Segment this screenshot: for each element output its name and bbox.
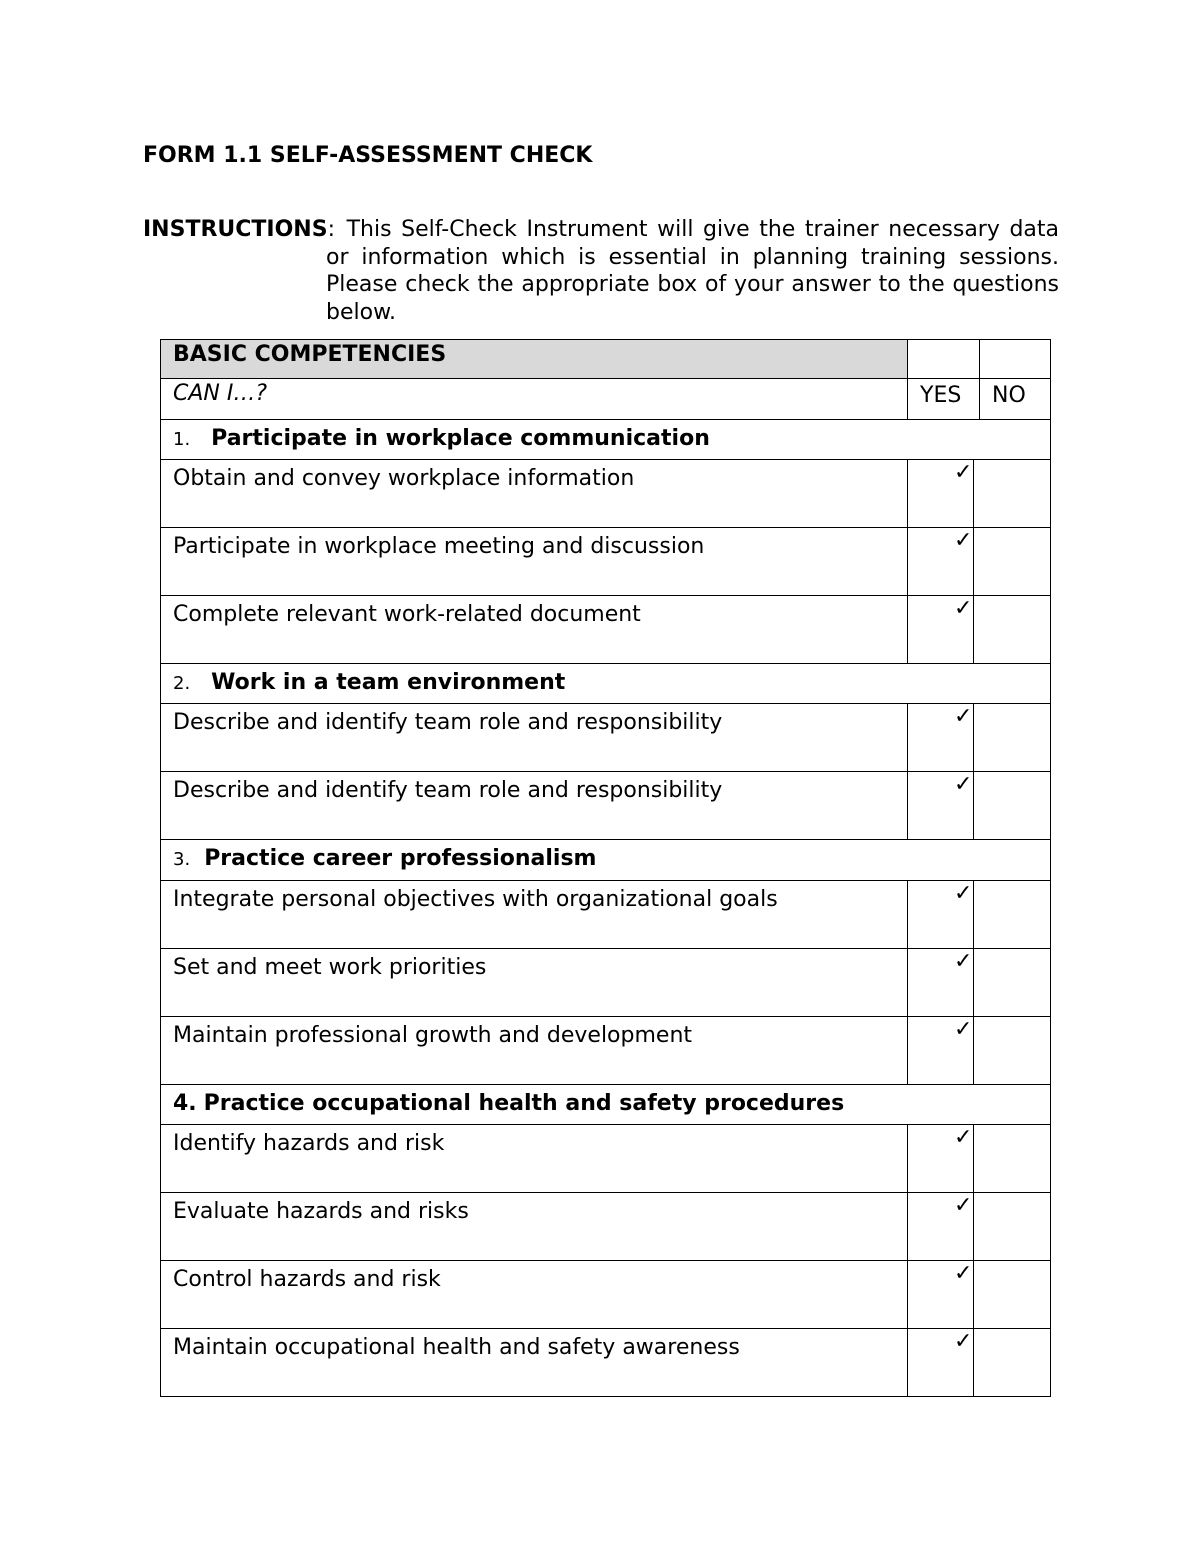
check-mark-icon: ✓: [954, 704, 973, 729]
competency-row: [160, 1125, 1051, 1193]
yes-checkbox-cell[interactable]: [908, 949, 974, 1017]
yes-checkbox-cell[interactable]: [908, 1125, 974, 1193]
section-number: 1.: [173, 429, 191, 450]
competency-cell: [160, 772, 908, 840]
section-title: Work in a team environment: [211, 670, 566, 695]
competency-row: [160, 528, 1051, 596]
section-heading: [173, 426, 710, 453]
competency-row: [160, 949, 1051, 1017]
check-mark-icon: ✓: [954, 1125, 973, 1150]
yes-checkbox-cell[interactable]: [908, 596, 974, 664]
competency-question: Identify hazards and risk: [173, 1131, 445, 1156]
no-checkbox-cell[interactable]: [974, 1125, 1051, 1193]
competency-row: [160, 704, 1051, 772]
section-row: [160, 840, 1051, 881]
check-mark-icon: ✓: [954, 1017, 973, 1042]
can-i-cell: [160, 379, 908, 420]
competency-question: Participate in workplace meeting and discussion: [173, 534, 705, 559]
competency-cell: [160, 1329, 908, 1397]
competency-question: Integrate personal objectives with organizational goals: [173, 887, 778, 912]
yes-checkbox-cell[interactable]: [908, 1017, 974, 1085]
competency-question: Evaluate hazards and risks: [173, 1199, 469, 1224]
competency-question: Describe and identify team role and responsibility: [173, 778, 723, 803]
no-checkbox-cell[interactable]: [974, 772, 1051, 840]
competency-cell: [160, 881, 908, 949]
check-mark-icon: ✓: [954, 881, 973, 906]
header-no-blank: [980, 339, 1051, 379]
yes-checkbox-cell[interactable]: [908, 528, 974, 596]
check-mark-icon: ✓: [954, 949, 973, 974]
competency-cell: [160, 596, 908, 664]
section-title: Participate in workplace communication: [211, 426, 710, 451]
competency-row: [160, 772, 1051, 840]
competency-cell: [160, 1261, 908, 1329]
no-checkbox-cell[interactable]: [974, 1193, 1051, 1261]
no-checkbox-cell[interactable]: [974, 1329, 1051, 1397]
competency-cell: [160, 1125, 908, 1193]
check-mark-icon: ✓: [954, 1329, 973, 1354]
no-column-label: NO: [992, 383, 1026, 408]
check-mark-icon: ✓: [954, 596, 973, 621]
yes-checkbox-cell[interactable]: [908, 1261, 974, 1329]
competency-row: [160, 1261, 1051, 1329]
section-title: Practice career professionalism: [204, 846, 597, 871]
competency-cell: [160, 528, 908, 596]
section-gap: [190, 846, 204, 871]
no-checkbox-cell[interactable]: [974, 881, 1051, 949]
section-cell: [160, 420, 1051, 460]
no-checkbox-cell[interactable]: [974, 1017, 1051, 1085]
section-cell: [160, 1085, 1051, 1125]
yes-column-label: YES: [920, 383, 962, 408]
no-checkbox-cell[interactable]: [974, 704, 1051, 772]
section-gap: [197, 1091, 204, 1116]
competency-question: Describe and identify team role and responsibility: [173, 710, 723, 735]
yes-checkbox-cell[interactable]: [908, 1193, 974, 1261]
competency-question: Set and meet work priorities: [173, 955, 487, 980]
section-number: 3.: [173, 849, 191, 870]
instructions-colon: :: [327, 217, 335, 242]
yes-checkbox-cell[interactable]: [908, 1329, 974, 1397]
header-cell: [160, 339, 908, 379]
check-mark-icon: ✓: [954, 1261, 973, 1286]
competency-row: [160, 1193, 1051, 1261]
competency-question: Maintain occupational health and safety awareness: [173, 1335, 740, 1360]
competency-row: [160, 1017, 1051, 1085]
section-number: 4.: [173, 1091, 197, 1116]
yes-checkbox-cell[interactable]: [908, 704, 974, 772]
check-mark-icon: ✓: [954, 460, 973, 485]
no-checkbox-cell[interactable]: [974, 528, 1051, 596]
no-checkbox-cell[interactable]: [974, 596, 1051, 664]
instructions-label-text: INSTRUCTIONS: [143, 217, 328, 242]
yes-checkbox-cell[interactable]: [908, 772, 974, 840]
no-checkbox-cell[interactable]: [974, 1261, 1051, 1329]
section-title: Practice occupational health and safety procedures: [203, 1091, 845, 1116]
instructions-text: [143, 216, 1059, 326]
competency-row: [160, 1329, 1051, 1397]
competency-row: [160, 881, 1051, 949]
section-gap: [190, 426, 211, 451]
check-mark-icon: ✓: [954, 528, 973, 553]
section-heading: [173, 1091, 844, 1117]
header-yes-blank: [908, 339, 980, 379]
check-mark-icon: ✓: [954, 772, 973, 797]
competency-cell: [160, 460, 908, 528]
no-header-cell: [980, 379, 1051, 420]
competency-table: [160, 339, 1051, 1397]
competency-row: [160, 460, 1051, 528]
section-gap: [190, 670, 211, 695]
section-heading: [173, 670, 565, 697]
check-mark-icon: ✓: [954, 1193, 973, 1218]
section-cell: [160, 664, 1051, 704]
table-header-row: [160, 339, 1051, 379]
table-header: BASIC COMPETENCIES: [173, 342, 447, 367]
competency-cell: [160, 704, 908, 772]
competency-row: [160, 596, 1051, 664]
competency-cell: [160, 1193, 908, 1261]
competency-question: Maintain professional growth and development: [173, 1023, 693, 1048]
section-number: 2.: [173, 673, 191, 694]
competency-cell: [160, 949, 908, 1017]
competency-cell: [160, 1017, 908, 1085]
section-row: [160, 664, 1051, 704]
no-checkbox-cell[interactable]: [974, 460, 1051, 528]
form-title: FORM 1.1 SELF-ASSESSMENT CHECK: [143, 143, 593, 168]
no-checkbox-cell[interactable]: [974, 949, 1051, 1017]
competency-question: Complete relevant work-related document: [173, 602, 641, 627]
yes-checkbox-cell[interactable]: [908, 881, 974, 949]
can-i-row: [160, 379, 1051, 420]
section-heading: [173, 846, 596, 873]
competency-question: Obtain and convey workplace information: [173, 466, 635, 491]
section-row: [160, 1085, 1051, 1125]
section-cell: [160, 840, 1051, 881]
can-i-label: CAN I…?: [173, 381, 268, 406]
competency-question: Control hazards and risk: [173, 1267, 441, 1292]
yes-checkbox-cell[interactable]: [908, 460, 974, 528]
section-row: [160, 420, 1051, 460]
yes-header-cell: [908, 379, 980, 420]
instructions-body-text: This Self-Check Instrument will give the trainer necessary data or information which is essential in planning training sessions. Please check the appropriate box of your answer to the questions below.: [326, 217, 1060, 325]
instructions-body: [326, 217, 1059, 325]
